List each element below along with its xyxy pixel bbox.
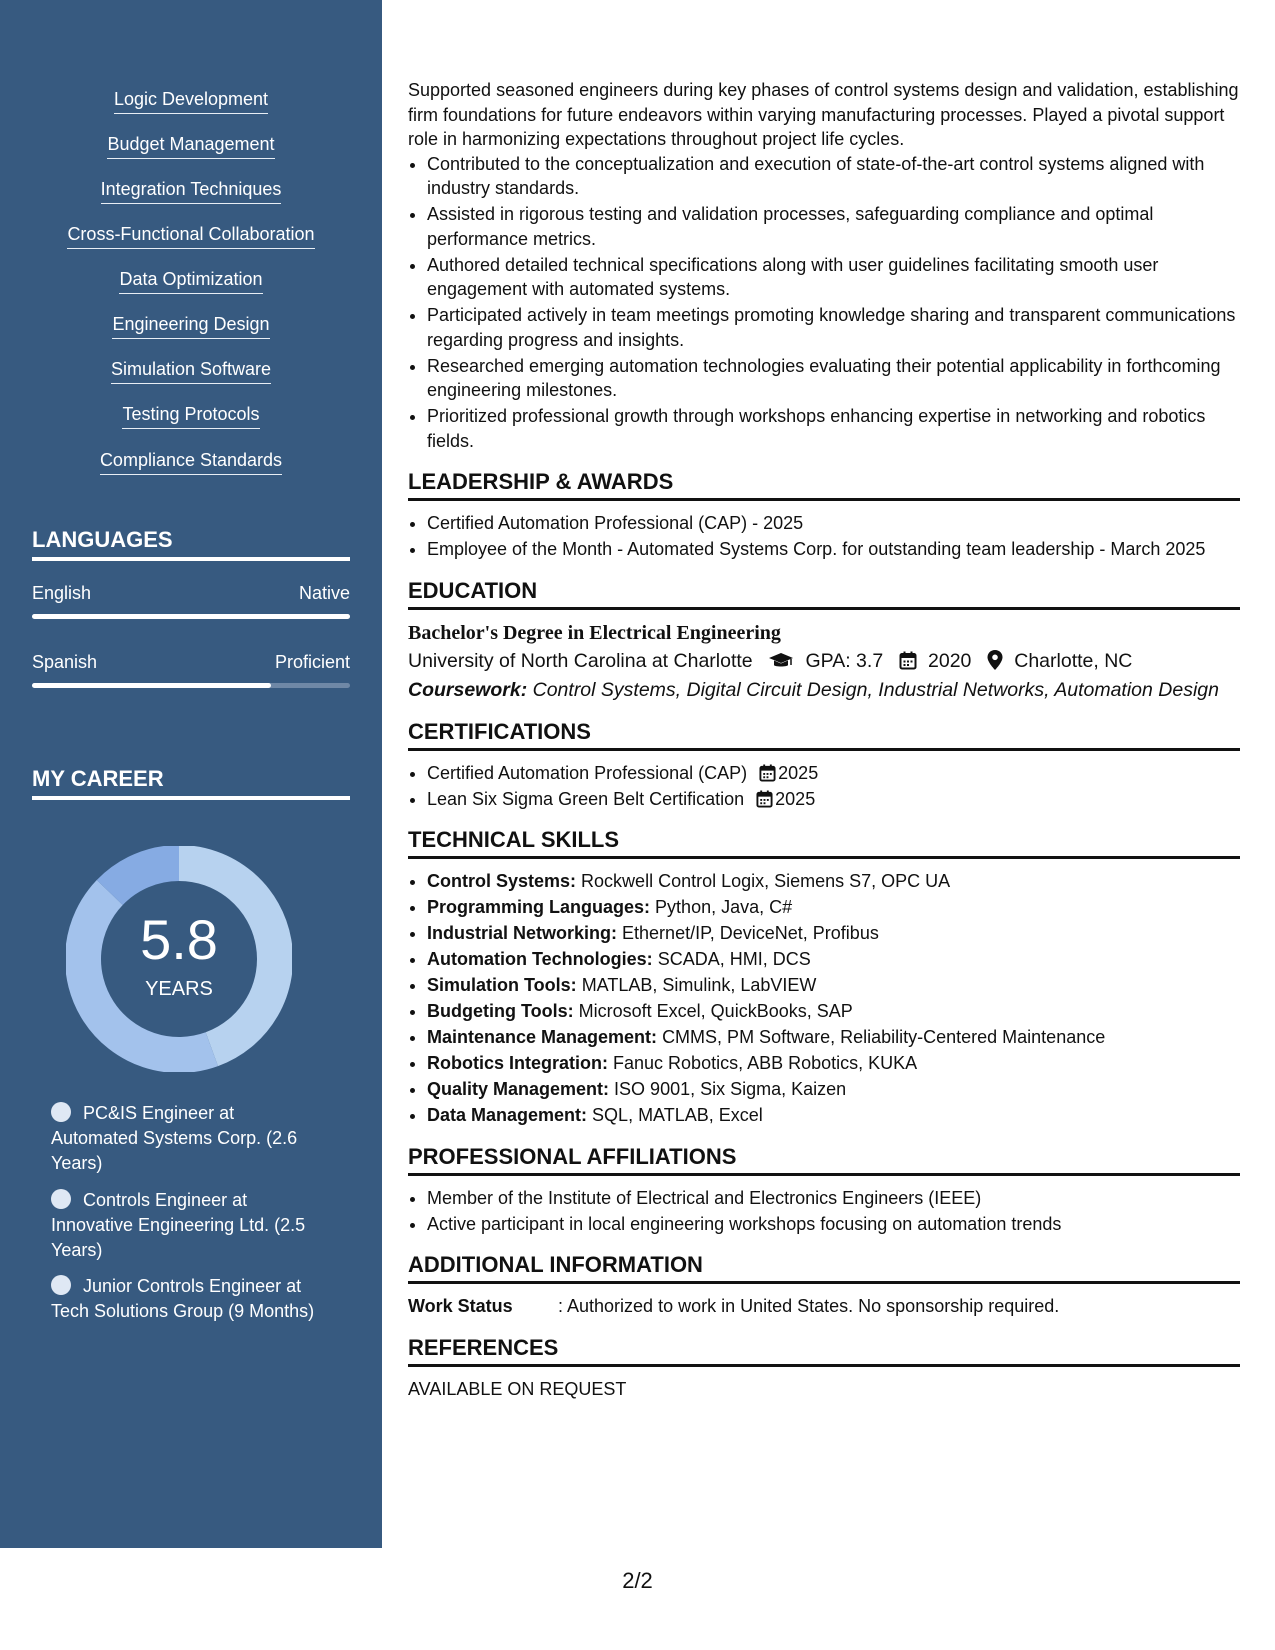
work-status-value: : Authorized to work in United States. No sponsorship required.	[558, 1296, 1060, 1316]
skill-item	[0, 403, 382, 429]
list-item	[427, 947, 1240, 972]
certifications-heading: CERTIFICATIONS	[408, 719, 1240, 751]
page-number: 2/2	[622, 1568, 653, 1593]
skill-item	[0, 223, 382, 249]
experience-bullets	[408, 152, 1240, 454]
sidebar	[0, 0, 382, 1548]
languages-heading: LANGUAGES	[32, 527, 350, 561]
skill-item	[0, 313, 382, 339]
skill-label: Data Optimization	[119, 268, 262, 294]
list-item: • Contributed to the conceptualization and execution of state-of-the-art control systems aligned with industry standards.	[427, 152, 1240, 201]
career-heading: MY CAREER	[32, 766, 350, 800]
skill-category: Quality Management:	[427, 1079, 610, 1099]
career-item-text: Junior Controls Engineer at Tech Solutions Group (9 Months)	[51, 1276, 315, 1321]
skill-values: Ethernet/IP, DeviceNet, Profibus	[622, 923, 879, 943]
skill-item	[0, 133, 382, 159]
list-item	[427, 1103, 1240, 1128]
language-bar	[32, 614, 350, 619]
language-row	[32, 652, 350, 673]
technical-skills-list	[408, 869, 1240, 1128]
school-name: University of North Carolina at Charlotte	[408, 649, 753, 672]
skill-item	[0, 449, 382, 475]
language-name: Spanish	[32, 652, 98, 672]
list-item: • Assisted in rigorous testing and validation processes, safeguarding compliance and optimal performance metrics.	[427, 202, 1240, 251]
coursework-label: Coursework:	[408, 678, 528, 701]
skill-category: Industrial Networking:	[427, 923, 618, 943]
list-item	[427, 895, 1240, 920]
graduation-year: 2020	[928, 649, 972, 672]
certification-name: Lean Six Sigma Green Belt Certification	[427, 788, 745, 809]
list-item	[427, 1025, 1240, 1050]
skill-item	[0, 358, 382, 384]
degree-title: Bachelor's Degree in Electrical Engineering	[408, 621, 781, 644]
skill-category: Automation Technologies:	[427, 949, 653, 969]
skill-label: Logic Development	[114, 88, 268, 114]
skill-category: Data Management:	[427, 1105, 588, 1125]
location-pin-icon	[987, 650, 1003, 670]
coursework-text: Control Systems, Digital Circuit Design, Industrial Networks, Automation Design	[532, 678, 1219, 701]
certifications-list	[408, 761, 1240, 812]
main-content	[408, 78, 1240, 1401]
career-item-text: PC&IS Engineer at Automated Systems Corp. (2.6 Years)	[51, 1103, 298, 1173]
list-item: • Active participant in local engineering workshops focusing on automation trends	[427, 1212, 1240, 1237]
calendar-icon	[759, 764, 776, 782]
skill-category: Robotics Integration:	[427, 1053, 608, 1073]
certification-year: 2025	[778, 762, 819, 783]
language-name: English	[32, 583, 92, 603]
career-total-years: 5.8	[140, 908, 218, 971]
skill-label: Cross-Functional Collaboration	[67, 223, 314, 249]
skill-values: SQL, MATLAB, Excel	[592, 1105, 763, 1125]
skill-label: Simulation Software	[111, 358, 271, 384]
list-item: • Researched emerging automation technologies evaluating their potential applicability in forthcoming engineering milestones.	[427, 354, 1240, 403]
skill-category: Maintenance Management:	[427, 1027, 658, 1047]
calendar-icon	[899, 651, 917, 670]
skill-values: ISO 9001, Six Sigma, Kaizen	[614, 1079, 847, 1099]
career-years-unit: YEARS	[145, 978, 213, 1000]
skill-category: Simulation Tools:	[427, 975, 577, 995]
career-donut-segment	[110, 863, 179, 892]
leadership-list	[408, 511, 1240, 562]
list-item: • Prioritized professional growth through workshops enhancing expertise in networking and robotics fields.	[427, 404, 1240, 453]
skill-label: Compliance Standards	[100, 449, 282, 475]
list-item: • Participated actively in team meetings promoting knowledge sharing and transparent communications regarding progress and insights.	[427, 303, 1240, 352]
references-text: AVAILABLE ON REQUEST	[408, 1378, 627, 1399]
education-location: Charlotte, NC	[1014, 649, 1133, 672]
skill-label: Testing Protocols	[122, 403, 259, 429]
list-item	[427, 999, 1240, 1024]
list-item	[427, 787, 1240, 812]
work-status-row	[408, 1294, 1240, 1319]
leadership-heading: LEADERSHIP & AWARDS	[408, 469, 1240, 501]
affiliations-heading: PROFESSIONAL AFFILIATIONS	[408, 1144, 1240, 1176]
list-item	[427, 869, 1240, 894]
technical-skills-heading: TECHNICAL SKILLS	[408, 827, 1240, 859]
list-item	[427, 973, 1240, 998]
list-item	[427, 921, 1240, 946]
skill-category: Programming Languages:	[427, 897, 651, 917]
career-item-text: Controls Engineer at Innovative Engineering Ltd. (2.5 Years)	[51, 1190, 306, 1260]
career-item	[51, 1188, 321, 1263]
additional-info-heading: ADDITIONAL INFORMATION	[408, 1252, 1240, 1284]
career-item	[51, 1274, 321, 1324]
language-bar-fill	[32, 683, 271, 688]
list-item: • Certified Automation Professional (CAP) - 2025	[427, 511, 1240, 536]
list-item	[427, 1077, 1240, 1102]
education-heading: EDUCATION	[408, 578, 1240, 610]
bullet-dot-icon	[51, 1189, 71, 1209]
skill-values: Python, Java, C#	[655, 897, 793, 917]
graduation-cap-icon	[768, 652, 794, 670]
skill-item	[0, 178, 382, 204]
references-heading: REFERENCES	[408, 1335, 1240, 1367]
certification-name: Certified Automation Professional (CAP)	[427, 762, 748, 783]
language-bar	[32, 683, 350, 688]
list-item: • Authored detailed technical specifications along with user guidelines facilitating smooth user engagement with automated systems.	[427, 253, 1240, 302]
list-item	[427, 1051, 1240, 1076]
certification-year: 2025	[775, 788, 816, 809]
coursework	[408, 678, 1240, 703]
skill-item	[0, 268, 382, 294]
skill-values: CMMS, PM Software, Reliability-Centered Maintenance	[662, 1027, 1106, 1047]
career-item	[51, 1101, 321, 1176]
bullet-dot-icon	[51, 1102, 71, 1122]
affiliations-list	[408, 1186, 1240, 1237]
skill-values: MATLAB, Simulink, LabVIEW	[581, 975, 817, 995]
skill-values: Fanuc Robotics, ABB Robotics, KUKA	[613, 1053, 918, 1073]
experience-summary: Supported seasoned engineers during key phases of control systems design and validation, establishing firm foundations for future endeavors within varying manufacturing processes. Played a pivotal support role in harmonizing expectations throughout project life cycles.	[408, 80, 1239, 149]
skill-values: Microsoft Excel, QuickBooks, SAP	[578, 1001, 853, 1021]
skill-label: Budget Management	[107, 133, 274, 159]
skill-values: SCADA, HMI, DCS	[657, 949, 811, 969]
calendar-icon	[756, 790, 773, 808]
language-bar-fill	[32, 614, 350, 619]
language-row	[32, 583, 350, 604]
bullet-dot-icon	[51, 1275, 71, 1295]
gpa: GPA: 3.7	[805, 649, 884, 672]
education-meta	[408, 646, 1240, 676]
skill-label: Integration Techniques	[101, 178, 282, 204]
skill-category: Budgeting Tools:	[427, 1001, 574, 1021]
language-level: Proficient	[274, 652, 350, 672]
skill-label: Engineering Design	[112, 313, 269, 339]
list-item: • Member of the Institute of Electrical and Electronics Engineers (IEEE)	[427, 1186, 1240, 1211]
list-item: • Employee of the Month - Automated Systems Corp. for outstanding team leadership - March 2025	[427, 537, 1240, 562]
list-item	[427, 761, 1240, 786]
skill-item	[0, 88, 382, 114]
skill-category: Control Systems:	[427, 871, 577, 891]
skill-values: Rockwell Control Logix, Siemens S7, OPC UA	[581, 871, 951, 891]
language-level: Native	[298, 583, 350, 603]
work-status-label: Work Status	[408, 1296, 513, 1316]
